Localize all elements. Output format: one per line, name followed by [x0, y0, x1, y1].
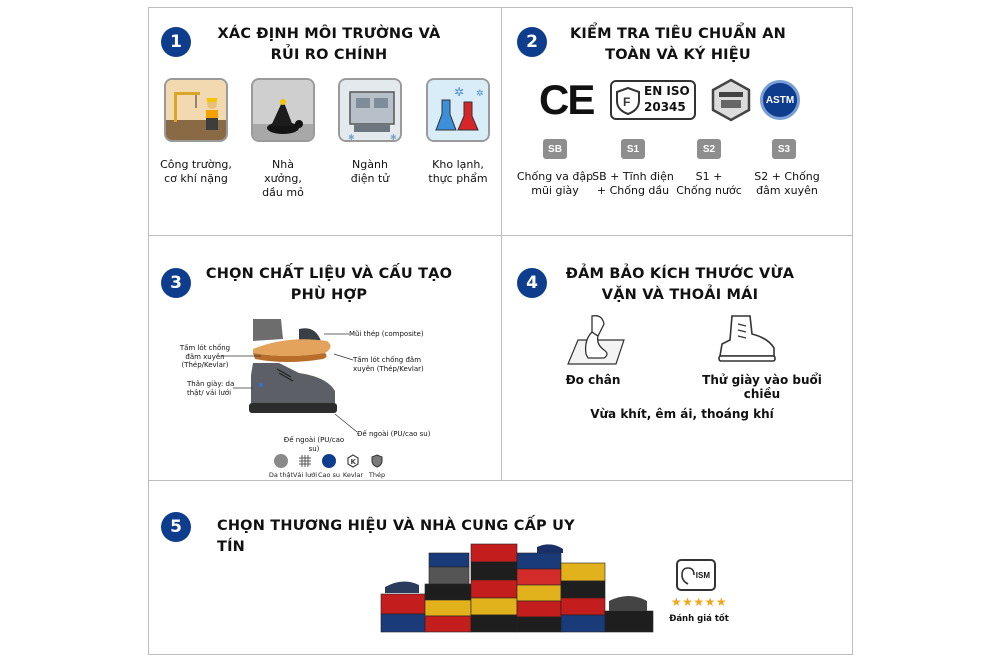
- astm-logo-icon: ASTM: [760, 80, 800, 120]
- star-icon: ★: [670, 595, 683, 609]
- star-icon: ★: [693, 595, 705, 609]
- star-icon: ★: [715, 595, 728, 609]
- material-legend-item: Thép: [362, 454, 392, 479]
- svg-text:✱: ✱: [390, 133, 397, 142]
- material-legend-item: Da thật: [266, 454, 296, 479]
- en-iso-20345-icon: F EN ISO 20345: [610, 80, 696, 120]
- step-title: CHỌN CHẤT LIỆU VÀ CẤU TẠO PHÙ HỢP: [205, 266, 453, 303]
- svg-text:✲: ✲: [454, 85, 465, 99]
- step-number-badge: 1: [161, 27, 191, 57]
- rating-stars: [668, 595, 730, 609]
- material-legend-item: Vải lưới: [290, 454, 320, 479]
- svg-text:✱: ✱: [348, 133, 355, 142]
- ce-mark-icon: CE: [539, 76, 594, 123]
- grade-caption: Chống va đập mũi giày: [516, 170, 594, 197]
- ism-certification-icon: ISM: [676, 559, 716, 591]
- material-legend-item: Cao su: [314, 454, 344, 479]
- environment-caption: Ngành điện tử: [350, 158, 390, 185]
- step-5-panel: [148, 480, 853, 655]
- grade-badge: S3: [772, 139, 796, 159]
- construction-site-icon: [164, 78, 228, 142]
- step-3-panel: [148, 235, 502, 481]
- environment-caption: Nhà xưởng, dầu mỏ: [262, 158, 304, 199]
- environment-caption: Công trường, cơ khí nặng: [160, 158, 232, 185]
- material-legend-item: K Kevlar: [338, 454, 368, 479]
- outsole-callout: Đế ngoài (PU/cao su): [283, 436, 345, 453]
- rating-label: Đánh giá tốt: [669, 614, 729, 624]
- grade-badge: S1: [621, 139, 645, 159]
- step-2-panel: [501, 7, 853, 236]
- shoe-box-stack-illustration: [379, 539, 669, 634]
- upper-callout: Thân giày: da thật/ vải lưới: [187, 380, 235, 397]
- boot-outline-icon: [716, 310, 780, 364]
- svg-text:✲: ✲: [476, 88, 484, 98]
- grade-caption: SB + Tĩnh điện + Chống dầu: [592, 170, 674, 197]
- step-title: ĐẢM BẢO KÍCH THƯỚC VỪA VẶN VÀ THOẢI MÁI: [565, 266, 795, 303]
- electronics-factory-icon: [338, 78, 402, 142]
- toecap-callout: Mũi thép (composite): [349, 330, 424, 338]
- cold-storage-icon: [426, 78, 490, 142]
- environment-caption: Kho lạnh, thực phẩm: [428, 158, 488, 185]
- outsole-callout: Đế ngoài (PU/cao su): [357, 430, 431, 438]
- step-title: KIỂM TRA TIÊU CHUẨN AN TOÀN VÀ KÝ HIỆU: [569, 26, 787, 63]
- step-number-badge: 2: [517, 27, 547, 57]
- rubber-icon: [322, 454, 336, 468]
- fit-note: Vừa khít, êm ái, thoáng khí: [590, 407, 774, 421]
- try-on-label: Thử giày vào buổi chiều: [702, 373, 822, 401]
- grade-caption: S2 + Chống đâm xuyên: [754, 170, 820, 197]
- mesh-icon: [298, 454, 312, 468]
- boot-cross-section-illustration: [239, 311, 359, 426]
- safety-hexagon-icon: [709, 78, 753, 122]
- star-icon: ★: [704, 595, 716, 609]
- svg-text:F: F: [623, 95, 631, 109]
- step-title: CHỌN THƯƠNG HIỆU VÀ NHÀ CUNG CẤP UY TÍN: [217, 518, 575, 555]
- svg-text:K: K: [350, 458, 356, 466]
- oil-spill-icon: [251, 78, 315, 142]
- insole-callout: Tấm lót chống đâm xuyên (Thép/Kevlar): [179, 344, 231, 369]
- step-number-badge: 5: [161, 512, 191, 542]
- steel-shield-icon: [370, 454, 384, 468]
- measure-label: Đo chân: [565, 373, 621, 387]
- step-title: XÁC ĐỊNH MÔI TRƯỜNG VÀ RỦI RO CHÍNH: [217, 26, 441, 63]
- grade-badge: SB: [543, 139, 567, 159]
- grade-badge: S2: [697, 139, 721, 159]
- infographic-sheet: [148, 7, 853, 655]
- step-number-badge: 4: [517, 268, 547, 298]
- step-number-badge: 3: [161, 268, 191, 298]
- star-icon: ★: [682, 595, 694, 609]
- step-1-panel: [148, 7, 502, 236]
- leather-icon: [274, 454, 288, 468]
- foot-measuring-icon: [564, 310, 628, 370]
- step-4-panel: [501, 235, 853, 481]
- grade-caption: S1 + Chống nước: [676, 170, 742, 197]
- kevlar-icon: [346, 454, 360, 468]
- insole-callout: Tấm lót chống đâm xuyên (Thép/Kevlar): [353, 356, 424, 373]
